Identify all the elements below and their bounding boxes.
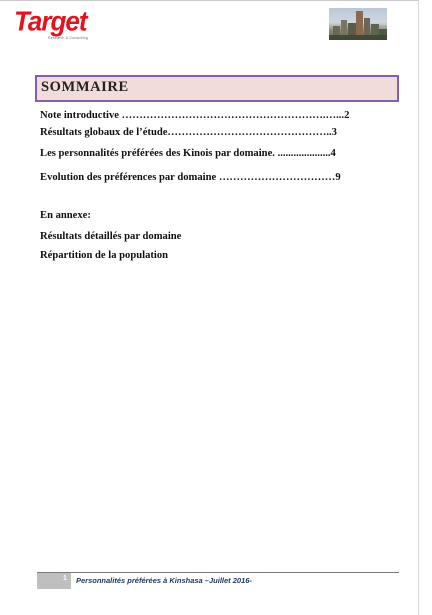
city-skyline-photo bbox=[329, 8, 387, 40]
footer-rule bbox=[37, 572, 399, 573]
footer-text: Personnalités préférées à Kinshasa –Juillet 2016- bbox=[76, 576, 252, 585]
logo-wordmark: Target bbox=[14, 5, 87, 37]
logo-tagline: Research & Consulting bbox=[48, 36, 88, 40]
toc-entry-resultats-globaux: Résultats globaux de l’étude………………………………………..3 bbox=[40, 127, 337, 138]
toc-entry-personnalites: Les personnalités préférées des Kinois par domaine. ....................4 bbox=[40, 148, 336, 159]
page-number: 1 bbox=[63, 575, 67, 582]
summary-title-box bbox=[35, 75, 399, 102]
target-logo bbox=[14, 5, 106, 43]
annex-item-resultats-detailles: Résultats détaillés par domaine bbox=[40, 231, 182, 242]
toc-entry-note-introductive: Note introductive ………………………………………………….…...2 bbox=[40, 110, 350, 121]
page-title: SOMMAIRE bbox=[41, 79, 129, 95]
toc-entry-evolution: Evolution des préférences par domaine ……………………………9 bbox=[40, 172, 341, 183]
annex-item-repartition: Répartition de la population bbox=[40, 250, 169, 261]
annex-heading: En annexe: bbox=[40, 210, 91, 221]
page-top-border bbox=[0, 0, 419, 1]
